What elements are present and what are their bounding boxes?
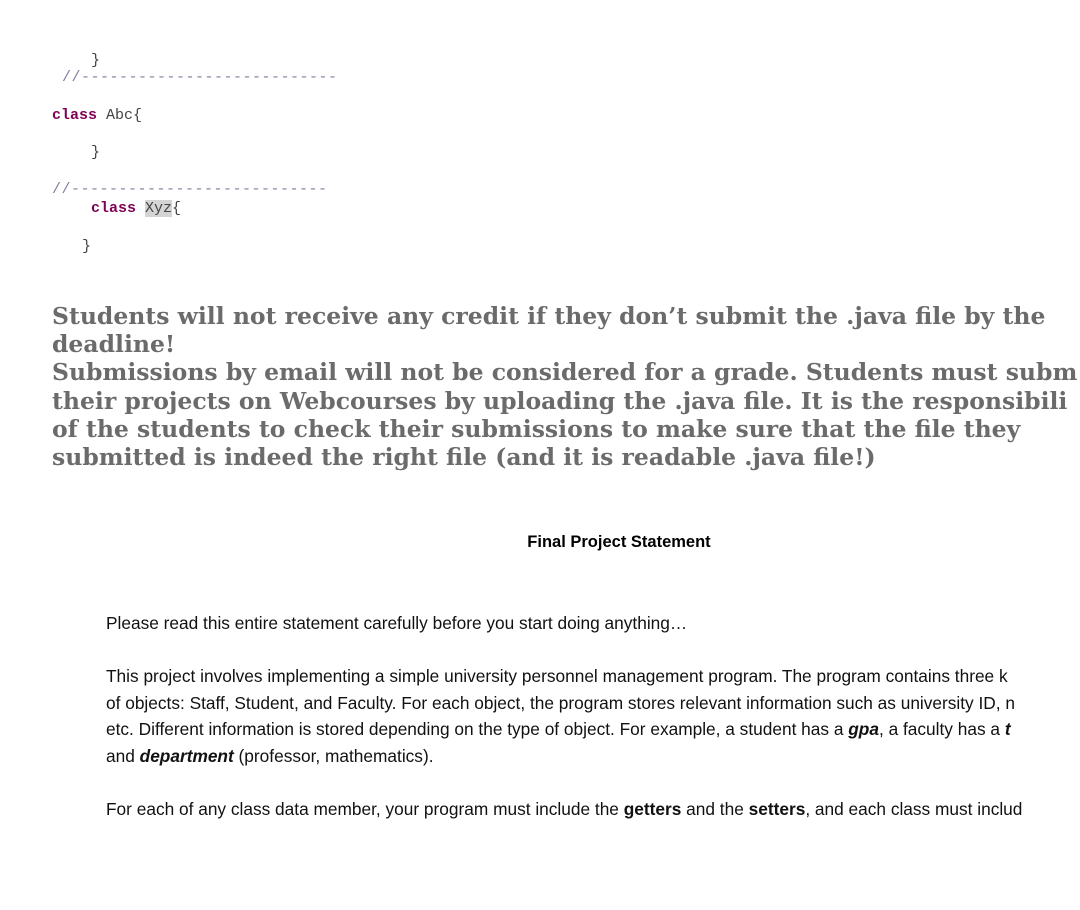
text-run: For each of any class data member, your program must include the xyxy=(106,799,624,819)
paragraph-line xyxy=(106,743,1080,770)
statement-paragraph-2 xyxy=(106,796,1080,823)
code-class-abc-line xyxy=(52,107,142,125)
statement-paragraph-1 xyxy=(106,663,1080,769)
paragraph-line: of objects: Staff, Student, and Faculty. For each object, the program stores relevant information such as university ID, n xyxy=(106,692,1015,713)
text-run: , and each class must includ xyxy=(805,799,1023,819)
text-run: (professor, mathematics). xyxy=(233,745,434,766)
submission-warning xyxy=(52,302,1080,471)
emphasis-truncated: t xyxy=(1004,719,1011,740)
code-brace-closing: } xyxy=(91,52,101,69)
warning-line: their projects on Webcourses by uploading the .java file. It is the responsibili xyxy=(52,386,1068,415)
warning-line: deadline! xyxy=(52,330,176,359)
warning-line: of the students to check their submissions to make sure that the file they xyxy=(52,414,1021,443)
text-run: , a faculty has a xyxy=(878,719,1005,740)
emphasis-setters: setters xyxy=(748,799,806,819)
intro-line: Please read this entire statement carefully before you start doing anything… xyxy=(106,613,688,633)
code-class-xyz-line xyxy=(91,200,181,218)
code-class-keyword: class xyxy=(91,200,137,217)
text-run: and xyxy=(106,745,140,766)
code-separator-comment: //--------------------------- xyxy=(62,69,338,86)
statement-title: Final Project Statement xyxy=(527,533,711,551)
code-brace-closing: } xyxy=(82,238,92,255)
code-class-abc-name: Abc{ xyxy=(106,107,143,124)
code-class-xyz-brace: { xyxy=(172,200,182,217)
emphasis-gpa: gpa xyxy=(848,719,879,740)
code-class-xyz-name-highlighted: Xyz xyxy=(145,200,173,217)
text-run: and the xyxy=(681,799,749,819)
emphasis-getters: getters xyxy=(623,799,682,819)
code-brace-closing: } xyxy=(91,144,101,161)
code-class-keyword: class xyxy=(52,107,98,124)
paragraph-line xyxy=(106,716,1080,743)
text-run: etc. Different information is stored depending on the type of object. For example, a student has a xyxy=(106,719,849,740)
paragraph-line: This project involves implementing a simple university personnel management program. The program contains three k xyxy=(106,666,1008,686)
paragraph-line xyxy=(106,796,1080,823)
emphasis-department: department xyxy=(139,745,234,766)
code-separator-comment: //--------------------------- xyxy=(52,181,328,198)
warning-line: submitted is indeed the right file (and it is readable .java file!) xyxy=(52,442,876,471)
statement-intro xyxy=(106,610,1080,637)
warning-line: Students will not receive any credit if they don’t submit the .java file by the xyxy=(52,302,1046,330)
warning-line: Submissions by email will not be considered for a grade. Students must subm xyxy=(52,358,1078,387)
